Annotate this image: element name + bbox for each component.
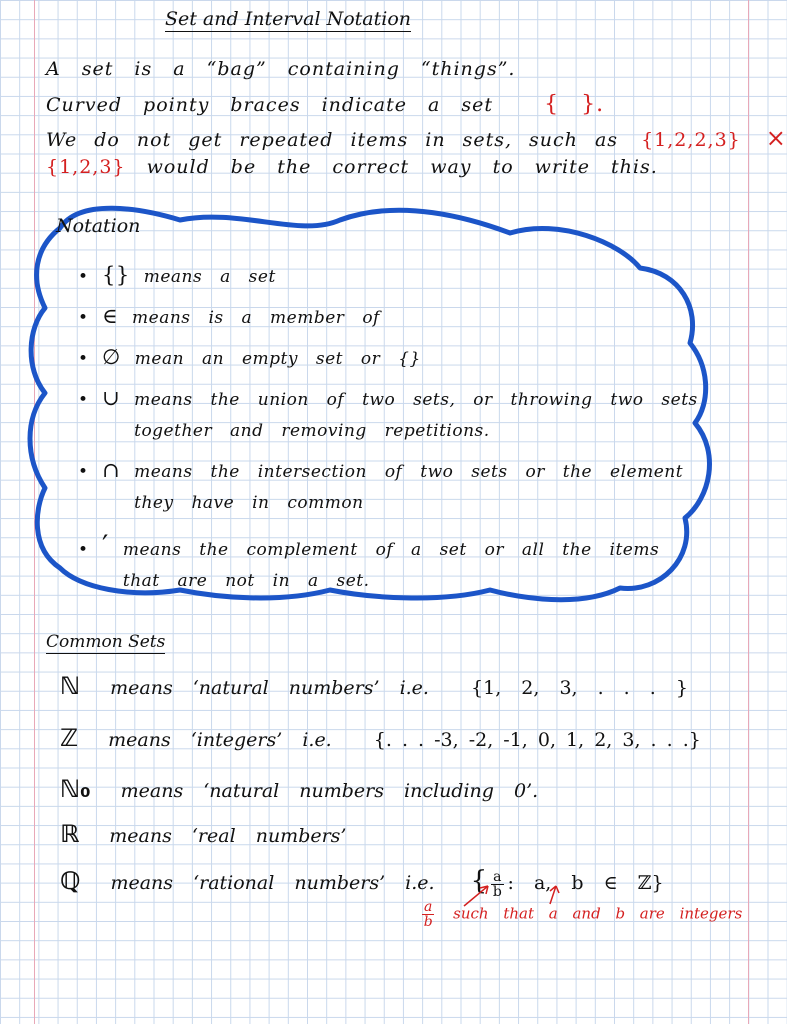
bullet-icon: • (78, 540, 89, 560)
notation-item-union: • ∪ means the union of two sets, or throwing two sets together and removing repetitions. (78, 386, 698, 441)
common-sets-heading: Common Sets (46, 632, 166, 652)
bullet-icon: • (78, 349, 89, 369)
element-of-symbol: ∈ (102, 304, 119, 328)
real-numbers-symbol: ℝ (60, 820, 80, 848)
complement-symbol: ′ (102, 529, 109, 562)
annotation-arrows (450, 880, 570, 910)
notation-heading: Notation (56, 215, 141, 237)
cross-icon: × (765, 124, 787, 152)
bullet-icon: • (78, 462, 89, 482)
intersection-symbol: ∩ (102, 458, 121, 482)
annotation-fraction: $\frac{a}{b}$ (423, 899, 433, 930)
bullet-icon: • (78, 390, 89, 410)
notation-list (78, 262, 698, 607)
notation-item-complement: • ′ means the complement of a set or all the items that are not in a set. (78, 529, 660, 591)
natural-numbers-symbol: ℕ (60, 672, 81, 700)
notation-item-set: • {} means a set (78, 263, 276, 287)
rational-numbers-symbol: ℚ (60, 867, 81, 895)
integers-example: {. . . -3, -2, -1, 0, 1, 2, 3, . . .} (373, 729, 701, 751)
intro-line-1: A set is a “bag” containing “things”. (46, 58, 516, 80)
set-row-integers: ℤ means ‘integers’ i.e. {. . . -3, -2, -1, 0, 1, 2, 3, . . .} (60, 724, 701, 752)
integers-symbol: ℤ (60, 724, 79, 752)
correct-set-example: {1,2,3} (46, 156, 126, 178)
intro-line-4: {1,2,3} would be the correct way to write this. (46, 156, 658, 178)
bullet-icon: • (78, 267, 89, 287)
fraction: $\frac{a}{b}$ (492, 868, 502, 900)
intro-line-3: We do not get repeated items in sets, such as {1,2,2,3} × (46, 124, 787, 152)
rational-annotation: $\frac{a}{b}$ such that a and b are integers (423, 899, 743, 930)
braces-symbol: { }. (544, 92, 605, 117)
wrong-set-example: {1,2,2,3} (641, 129, 741, 151)
empty-set-symbol: ∅ (102, 345, 121, 369)
set-row-natural: ℕ means ‘natural numbers’ i.e. {1, 2, 3, . . . } (60, 672, 688, 700)
right-margin-line (748, 0, 749, 1024)
notation-item-member: • ∈ means is a member of (78, 304, 380, 328)
bullet-icon: • (78, 308, 89, 328)
rational-numbers-example: { $\frac{a}{b}$ : a, b ∈ ℤ} (470, 866, 664, 900)
set-row-natural-zero: ℕ₀ means ‘natural numbers including 0’. (60, 775, 539, 803)
set-row-rational: ℚ means ‘rational numbers’ i.e. { $\frac{a}{b}$ : a, b ∈ ℤ} (60, 866, 664, 900)
natural-numbers-zero-symbol: ℕ₀ (60, 775, 91, 803)
natural-numbers-example: {1, 2, 3, . . . } (471, 677, 688, 699)
set-row-real: ℝ means ‘real numbers’ (60, 820, 347, 848)
intro-line-2: Curved pointy braces indicate a set { }. (46, 92, 605, 117)
notation-item-intersection: • ∩ means the intersection of two sets or the element they have in common (78, 458, 684, 513)
notation-item-empty-set: • ∅ mean an empty set or {} (78, 345, 421, 369)
page-title: Set and Interval Notation (165, 8, 411, 30)
set-braces-symbol: {} (102, 263, 130, 287)
union-symbol: ∪ (102, 386, 121, 410)
